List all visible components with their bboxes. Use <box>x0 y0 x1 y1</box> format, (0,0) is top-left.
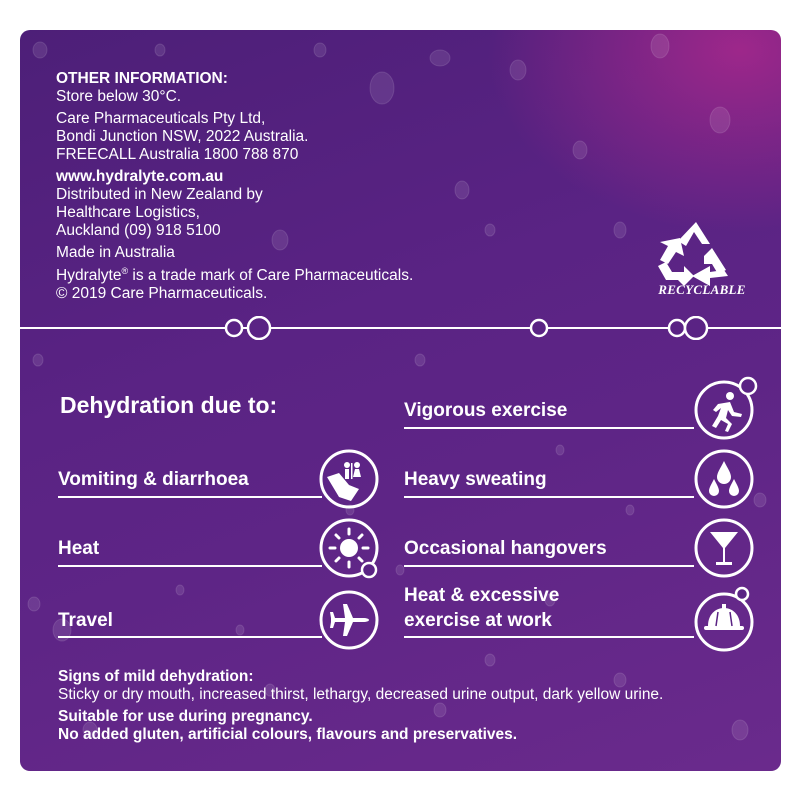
dehydration-signs-block <box>58 668 663 744</box>
other-information-heading: OTHER INFORMATION: <box>56 70 228 87</box>
sun-icon <box>319 518 383 582</box>
cause-vomiting-diarrhoea-label: Vomiting & diarrhoea <box>58 469 249 490</box>
cause-underline <box>58 565 322 567</box>
running-person-icon <box>694 376 764 446</box>
cause-underline <box>404 565 694 567</box>
signs-heading: Signs of mild dehydration: <box>58 668 254 685</box>
cause-heavy-sweating-label: Heavy sweating <box>404 469 547 490</box>
cause-underline <box>404 496 694 498</box>
nz-distributor-line-3: Auckland (09) 918 5100 <box>56 222 221 239</box>
cause-heat-excessive-line-1: Heat & excessive <box>404 585 560 606</box>
freecall-number: FREECALL Australia 1800 788 870 <box>56 146 299 163</box>
cause-underline <box>58 636 322 638</box>
company-address: Bondi Junction NSW, 2022 Australia. <box>56 128 309 145</box>
decorative-divider <box>20 316 781 340</box>
no-added-note: No added gluten, artificial colours, flavours and preservatives. <box>58 726 518 743</box>
copyright-notice: © 2019 Care Pharmaceuticals. <box>56 285 268 303</box>
nz-distributor-line-2: Healthcare Logistics, <box>56 204 200 221</box>
cause-underline <box>58 496 322 498</box>
trademark-notice <box>56 262 413 285</box>
cause-underline <box>404 427 694 429</box>
dehydration-heading: Dehydration due to: <box>60 392 278 418</box>
cocktail-glass-icon <box>694 518 754 578</box>
product-label-panel <box>20 30 781 771</box>
storage-instruction: Store below 30°C. <box>56 88 182 105</box>
cause-heat-excessive-exercise-work-label <box>404 583 559 633</box>
cause-travel-label: Travel <box>58 610 113 631</box>
cause-heat-excessive-line-2: exercise at work <box>404 610 552 631</box>
signs-text: Sticky or dry mouth, increased thirst, lethargy, decreased urine output, dark yellow urine. <box>58 686 664 703</box>
recyclable-label: RECYCLABLE <box>658 282 746 297</box>
trademark-text: is a trade mark of Care Pharmaceuticals. <box>128 267 414 285</box>
sweat-drops-icon <box>694 449 754 509</box>
other-information-block <box>56 70 413 303</box>
website-link[interactable]: www.hydralyte.com.au <box>56 168 224 185</box>
cause-vigorous-exercise-label: Vigorous exercise <box>404 400 568 421</box>
pregnancy-note: Suitable for use during pregnancy. <box>58 708 313 725</box>
nz-distributor-line-1: Distributed in New Zealand by <box>56 186 263 203</box>
cause-heat-label: Heat <box>58 538 100 559</box>
airplane-icon <box>319 590 379 650</box>
registered-mark: ® <box>121 266 129 276</box>
trademark-brand: Hydralyte <box>56 267 122 285</box>
cause-occasional-hangovers-label: Occasional hangovers <box>404 538 607 559</box>
cause-underline <box>404 636 694 638</box>
hard-hat-icon <box>694 586 760 652</box>
restroom-icon <box>319 449 379 509</box>
made-in: Made in Australia <box>56 244 175 261</box>
company-name: Care Pharmaceuticals Pty Ltd, <box>56 110 266 127</box>
